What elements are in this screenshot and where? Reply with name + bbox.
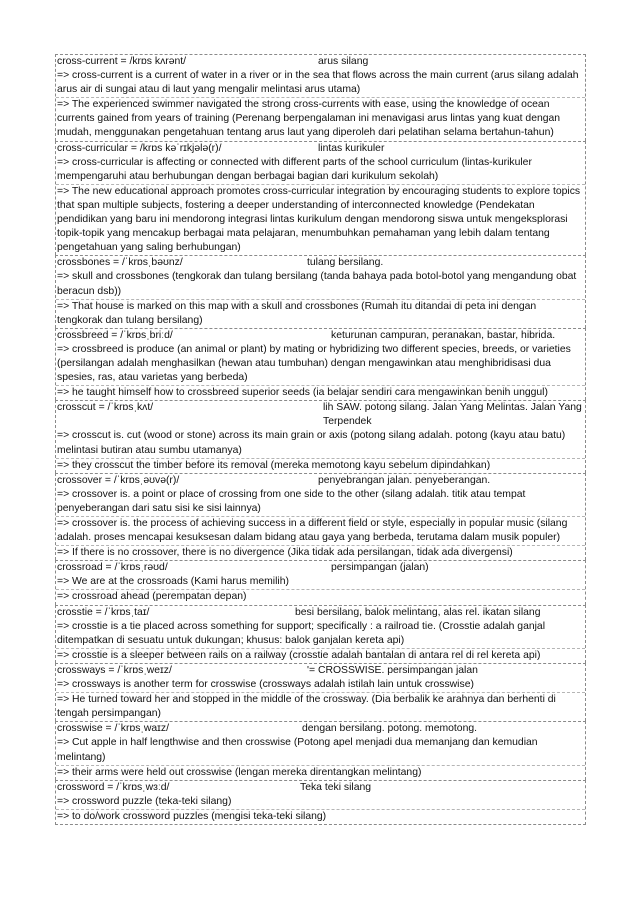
headword: crossroad = /ˈkrɒsˌrəʊd/ bbox=[57, 562, 168, 574]
example-line: => crossover is. a point or place of crossing from one side to the other (silang adalah. titik atau tempat penyeberangan dari satu sisi ke sisi lainnya) bbox=[56, 488, 585, 517]
headword: cross-curricular = /krɒs kəˈrɪkjələ(r)/ bbox=[57, 142, 222, 154]
headword: crossbones = /ˈkrɒsˌbəʊnz/ bbox=[57, 257, 183, 269]
dictionary-entry bbox=[55, 780, 586, 825]
dictionary-entry bbox=[55, 400, 586, 472]
example-line: => If there is no crossover, there is no divergence (Jika tidak ada persilangan, tidak ada divergensi) bbox=[57, 547, 513, 559]
example-line: => crossover is. the process of achieving success in a different field or style, especially in popular music (silang adalah. proses mencapai kesuksesan dalam bidang atau gaya yang berbeda, terutama dalam musik populer) bbox=[56, 517, 585, 546]
dictionary-entry bbox=[55, 473, 586, 561]
example-line: => crossroad ahead (perempatan depan) bbox=[57, 591, 247, 603]
example-line: => crossways is another term for crosswise (crossways adalah istilah lain untuk crosswise) bbox=[56, 678, 585, 693]
translation: tulang bersilang. bbox=[307, 257, 384, 269]
example-line: => That house is marked on this map with a skull and crossbones (Rumah itu ditandai di peta ini dengan tengkorak dan tulang bersilang) bbox=[57, 300, 537, 326]
example-line: => crosstie is a sleeper between rails on a railway (crosstie adalah bantalan di antara rel di rel kereta api) bbox=[57, 649, 541, 661]
headword: crossword = /ˈkrɒsˌwɜːd/ bbox=[57, 781, 170, 793]
example-line: => cross-curricular is affecting or connected with different parts of the school curriculum (lintas-kurikuler mempengaruhi atau berhubungan dengan berbagai bagian dari kurikulum sekolah) bbox=[56, 156, 585, 185]
entry-head bbox=[56, 142, 585, 156]
translation: persimpangan (jalan) bbox=[331, 562, 429, 574]
example-line: => We are at the crossroads (Kami harus memilih) bbox=[56, 575, 585, 590]
example-line: => crossword puzzle (teka-teki silang) bbox=[56, 795, 585, 810]
entry-head bbox=[56, 722, 585, 736]
entry-head bbox=[56, 256, 585, 270]
example-line: => their arms were held out crosswise (lengan mereka direntangkan melintang) bbox=[57, 766, 422, 778]
example-line: => The new educational approach promotes cross-curricular integration by encouraging students to explore topics that span multiple subjects, fostering a deeper understanding of interconnected knowledge (Pendekatan pendidikan yang baru ini mendorong integrasi lintas kurikulum dengan mendorong siswa untuk mengeksplorasi topik-topik yang mencakup berbagai mata pelajaran, menumbuhkan pemahaman yang lebih dalam tentang pengetahuan yang saling berhubungan) bbox=[57, 185, 581, 254]
dictionary-entry bbox=[55, 663, 586, 721]
example-line: => Cut apple in half lengthwise and then crosswise (Potong apel menjadi dua memanjang dan kemudian melintang) bbox=[56, 736, 585, 765]
entry-head bbox=[56, 474, 585, 488]
example-line: => cross-current is a current of water in a river or in the sea that flows across the main current (arus silang adalah arus air di sungai atau di laut yang mengalir melintasi arus utama) bbox=[56, 69, 585, 98]
example-line: => skull and crossbones (tengkorak dan tulang bersilang (tanda bahaya pada botol-botol yang mengandung obat beracun dsb)) bbox=[56, 270, 585, 299]
example-line: => The experienced swimmer navigated the strong cross-currents with ease, using the knowledge of ocean currents gained from years of training (Perenang berpengalaman ini menavigasi arus lintas yang kuat dengan mudah, menggunakan pengetahuan tentang arus laut yang diperoleh dari pelatihan selama bertahun-tahun) bbox=[57, 99, 561, 139]
example-line: => to do/work crossword puzzles (mengisi teka-teki silang) bbox=[57, 810, 327, 822]
dictionary-entry bbox=[55, 141, 586, 256]
headword: crossbreed = /ˈkrɒsˌbriːd/ bbox=[57, 329, 173, 341]
entry-head bbox=[56, 55, 585, 69]
example-line: => they crosscut the timber before its removal (mereka memotong kayu sebelum dipindahkan) bbox=[57, 459, 491, 471]
dictionary-page bbox=[55, 54, 586, 825]
translation: penyebrangan jalan. penyeberangan. bbox=[318, 474, 491, 486]
entry-head bbox=[56, 401, 585, 429]
entry-head bbox=[56, 329, 585, 343]
dictionary-entry bbox=[55, 605, 586, 663]
translation: '= CROSSWISE. persimpangan jalan bbox=[307, 664, 478, 676]
translation: arus silang bbox=[318, 56, 369, 67]
dictionary-entry bbox=[55, 255, 586, 327]
translation: dengan bersilang. potong. memotong. bbox=[302, 723, 478, 735]
translation: lintas kurikuler bbox=[318, 142, 385, 154]
example-line: => He turned toward her and stopped in the middle of the crossway. (Dia berbalik ke arahnya dan berhenti di tengah persimpangan) bbox=[57, 694, 556, 720]
dictionary-entry bbox=[55, 54, 586, 141]
entry-head bbox=[56, 781, 585, 795]
translation: lih SAW. potong silang. Jalan Yang Melintas. Jalan Yang Terpendek bbox=[323, 402, 582, 428]
dictionary-entry bbox=[55, 721, 586, 779]
entry-head bbox=[56, 561, 585, 575]
entry-head bbox=[56, 664, 585, 678]
headword: crossways = /ˈkrɒsˌweɪz/ bbox=[57, 664, 172, 676]
entry-head bbox=[56, 606, 585, 620]
headword: crosswise = /ˈkrɒsˌwaɪz/ bbox=[57, 723, 169, 735]
headword: crossover = /ˈkrɒsˌəʊvə(r)/ bbox=[57, 474, 180, 486]
example-line: => crosscut is. cut (wood or stone) across its main grain or axis (potong silang adalah. potong (kayu atau batu) melintasi butiran atau sumbu utamanya) bbox=[56, 429, 585, 458]
headword: crosstie = /ˈkrɒsˌtaɪ/ bbox=[57, 606, 150, 618]
translation: besi bersilang, balok melintang, alas rel. ikatan silang bbox=[295, 606, 541, 618]
example-line: => crosstie is a tie placed across something for support; specifically : a railroad tie. (Crosstie adalah ganjal ditempatkan di sesuatu untuk dukungan; khusus: balok ganjalan kereta api) bbox=[56, 620, 585, 649]
example-line: => crossbreed is produce (an animal or plant) by mating or hybridizing two different species, breeds, or varieties (persilangan adalah menghasilkan (hewan atau tumbuhan) dengan mengawinkan atau menghibridisasi dua spesies, ras, atau varietas yang berbeda) bbox=[56, 343, 585, 386]
translation: keturunan campuran, peranakan, bastar, hibrida. bbox=[331, 329, 556, 341]
dictionary-entry bbox=[55, 328, 586, 400]
dictionary-entry bbox=[55, 560, 586, 604]
example-line: => he taught himself how to crossbreed superior seeds (ia belajar sendiri cara mengawinkan benih unggul) bbox=[57, 387, 548, 399]
headword: cross-current = /krɒs kʌrənt/ bbox=[57, 56, 187, 67]
headword: crosscut = /ˈkrɒsˌkʌt/ bbox=[57, 402, 154, 414]
translation: Teka teki silang bbox=[300, 781, 372, 793]
